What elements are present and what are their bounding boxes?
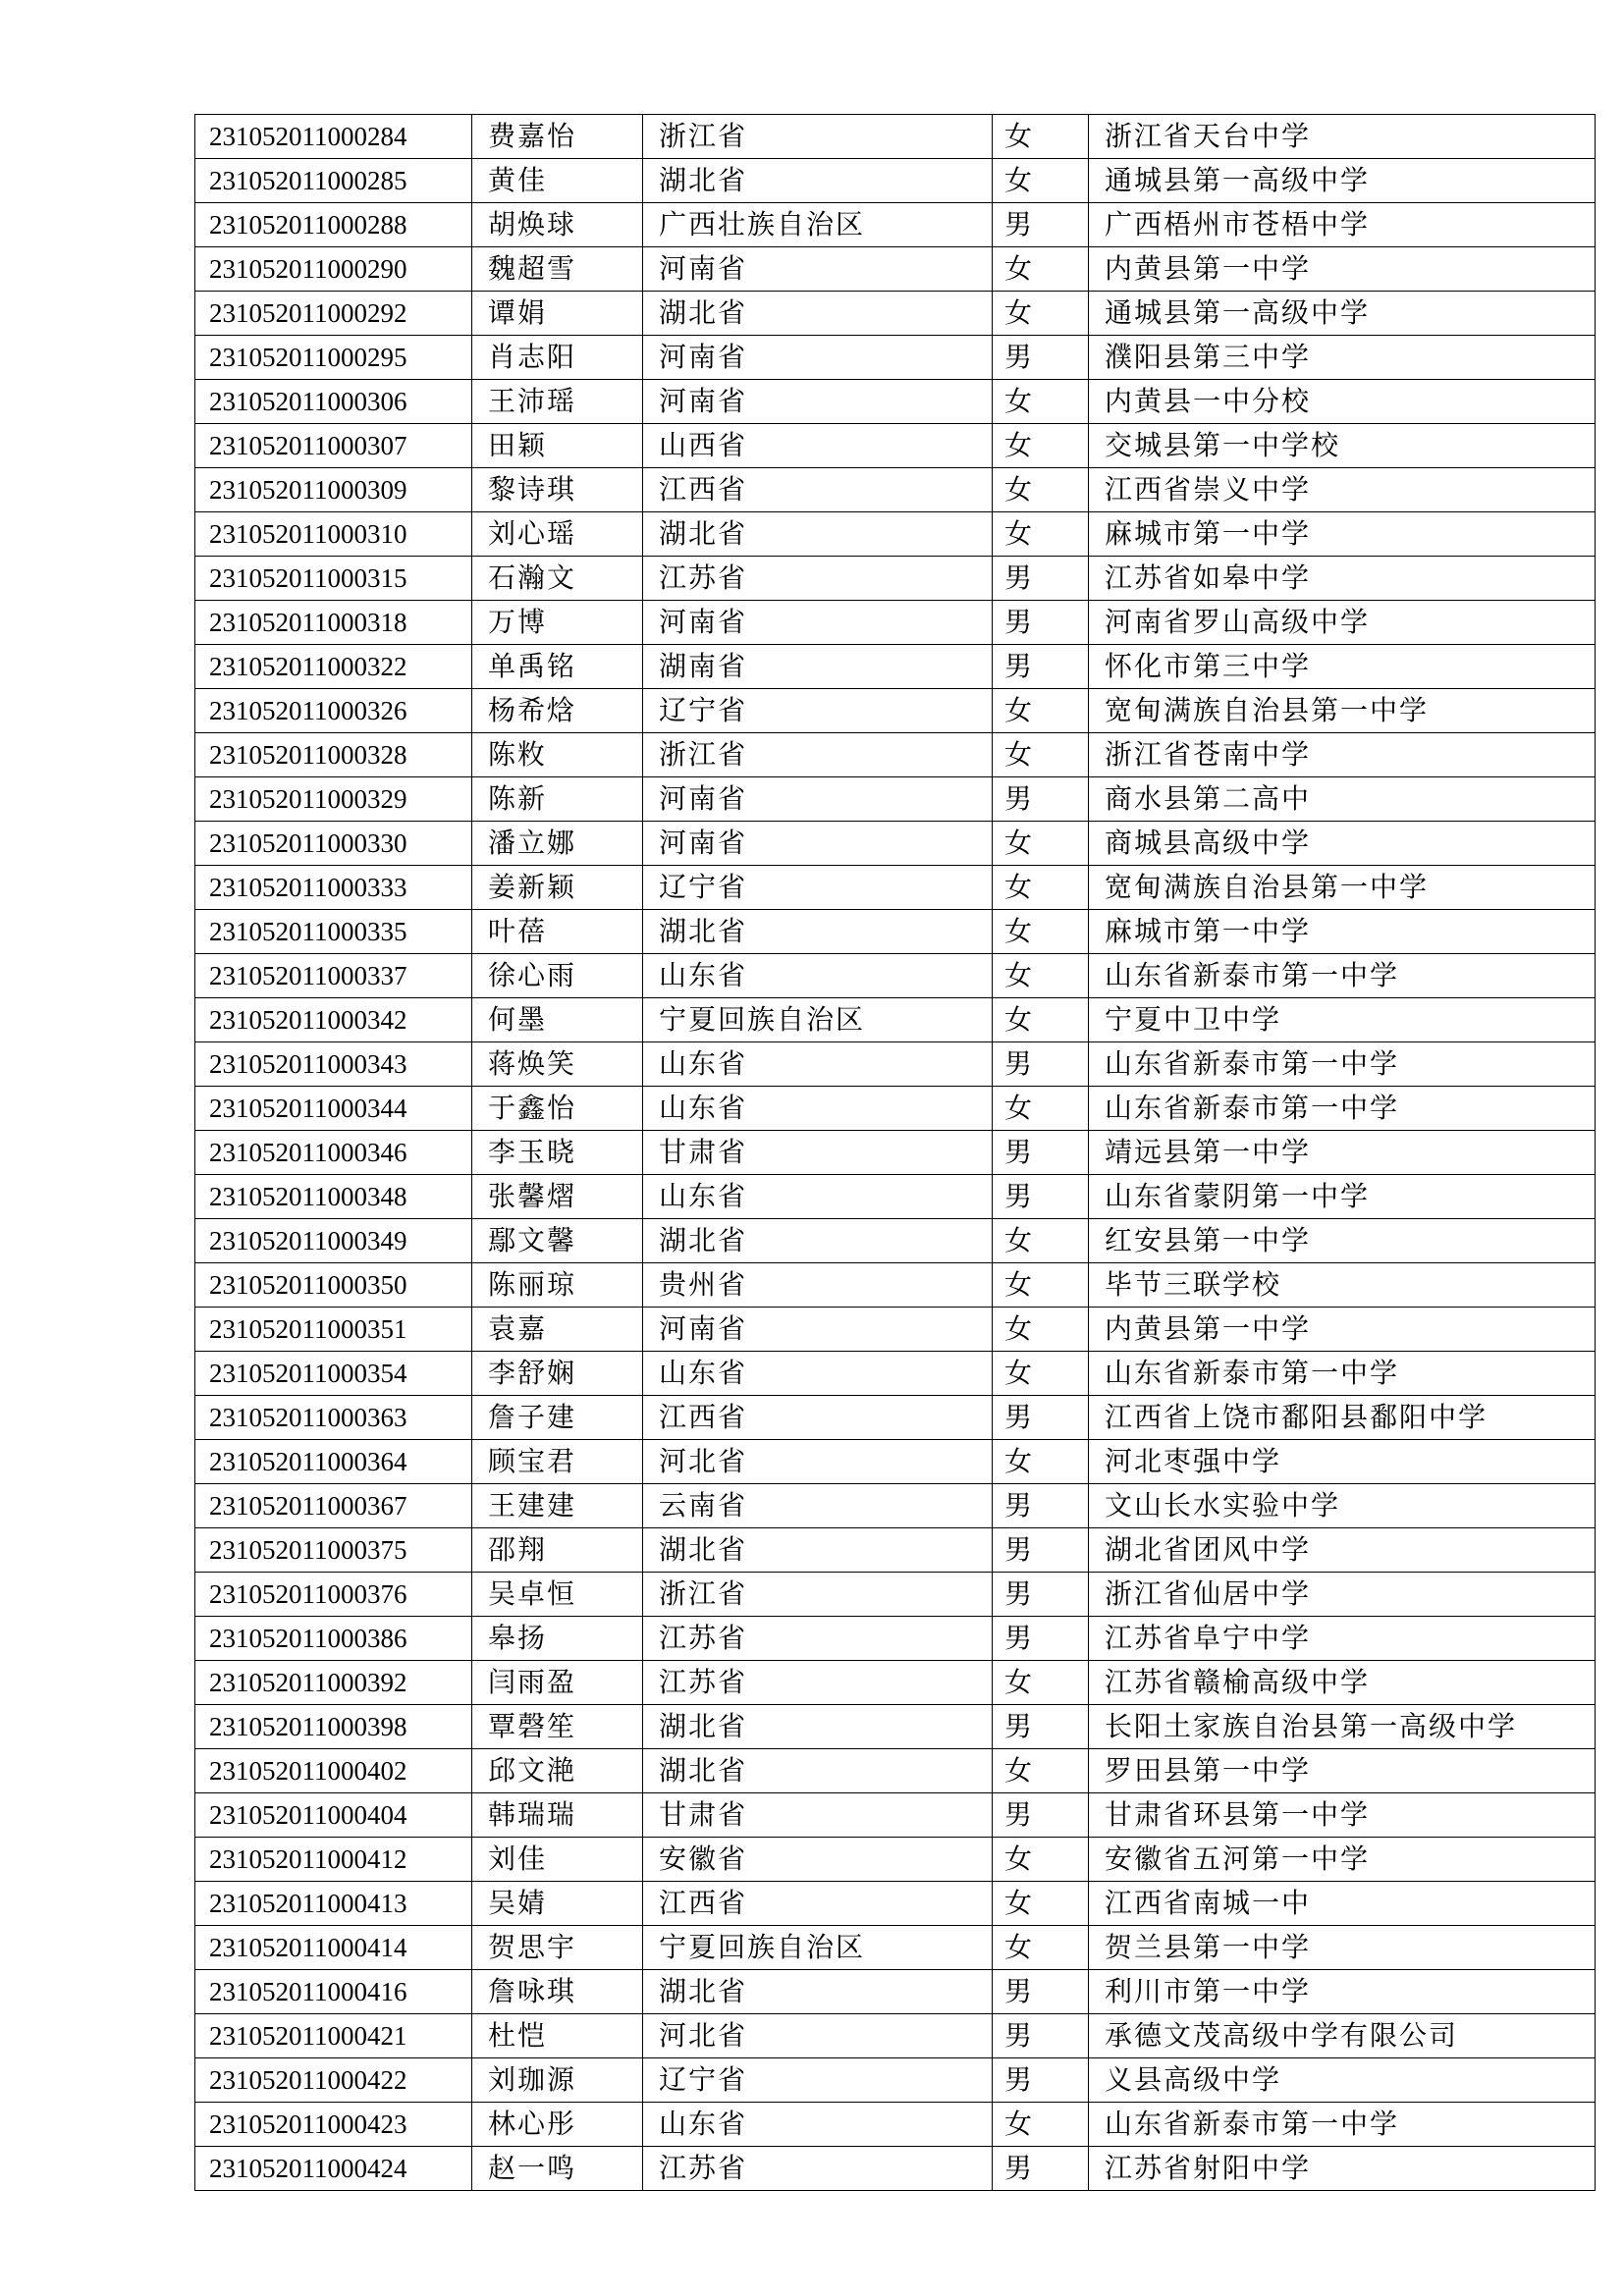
cell-gender: 女	[993, 380, 1089, 424]
table-row	[195, 1705, 1596, 1749]
cell-id: 231052011000310	[195, 512, 472, 557]
cell-school: 河北枣强中学	[1089, 1440, 1596, 1484]
table-row	[195, 1440, 1596, 1484]
cell-gender: 男	[993, 1970, 1089, 2014]
cell-province: 河南省	[643, 601, 993, 645]
cell-school: 山东省新泰市第一中学	[1089, 2103, 1596, 2147]
cell-gender: 女	[993, 247, 1089, 292]
cell-school: 江苏省阜宁中学	[1089, 1617, 1596, 1661]
cell-name: 黄佳	[472, 159, 643, 203]
cell-name: 吴卓恒	[472, 1573, 643, 1617]
cell-gender: 男	[993, 2014, 1089, 2058]
table-row	[195, 777, 1596, 822]
cell-id: 231052011000322	[195, 645, 472, 689]
cell-gender: 男	[993, 1793, 1089, 1838]
cell-province: 辽宁省	[643, 2058, 993, 2103]
cell-name: 黎诗琪	[472, 468, 643, 512]
table-row	[195, 1661, 1596, 1705]
cell-school: 内黄县第一中学	[1089, 247, 1596, 292]
cell-name: 吴婧	[472, 1882, 643, 1926]
cell-province: 湖南省	[643, 645, 993, 689]
cell-id: 231052011000337	[195, 954, 472, 998]
cell-province: 贵州省	[643, 1263, 993, 1308]
cell-id: 231052011000376	[195, 1573, 472, 1617]
cell-school: 长阳土家族自治县第一高级中学	[1089, 1705, 1596, 1749]
table-row	[195, 1882, 1596, 1926]
cell-id: 231052011000285	[195, 159, 472, 203]
cell-province: 江苏省	[643, 557, 993, 601]
table-row	[195, 866, 1596, 910]
cell-school: 甘肃省环县第一中学	[1089, 1793, 1596, 1838]
cell-province: 山东省	[643, 2103, 993, 2147]
table-row	[195, 1087, 1596, 1131]
cell-name: 詹咏琪	[472, 1970, 643, 2014]
cell-school: 麻城市第一中学	[1089, 512, 1596, 557]
table-row	[195, 468, 1596, 512]
table-row	[195, 292, 1596, 336]
cell-province: 江苏省	[643, 2147, 993, 2191]
cell-school: 麻城市第一中学	[1089, 910, 1596, 954]
cell-school: 内黄县一中分校	[1089, 380, 1596, 424]
table-row	[195, 601, 1596, 645]
cell-school: 江西省上饶市鄱阳县鄱阳中学	[1089, 1396, 1596, 1440]
cell-name: 刘心瑶	[472, 512, 643, 557]
cell-school: 宽甸满族自治县第一中学	[1089, 866, 1596, 910]
cell-school: 江西省南城一中	[1089, 1882, 1596, 1926]
cell-gender: 女	[993, 2103, 1089, 2147]
cell-name: 费嘉怡	[472, 115, 643, 159]
cell-province: 甘肃省	[643, 1793, 993, 1838]
cell-province: 辽宁省	[643, 689, 993, 733]
cell-school: 濮阳县第三中学	[1089, 336, 1596, 380]
table-row	[195, 424, 1596, 468]
cell-province: 山东省	[643, 1175, 993, 1219]
cell-province: 山西省	[643, 424, 993, 468]
cell-gender: 男	[993, 1528, 1089, 1573]
cell-province: 浙江省	[643, 733, 993, 777]
cell-school: 湖北省团风中学	[1089, 1528, 1596, 1573]
cell-id: 231052011000398	[195, 1705, 472, 1749]
cell-id: 231052011000290	[195, 247, 472, 292]
table-row	[195, 998, 1596, 1042]
cell-gender: 男	[993, 601, 1089, 645]
cell-gender: 女	[993, 1661, 1089, 1705]
table-row	[195, 2058, 1596, 2103]
cell-gender: 女	[993, 1440, 1089, 1484]
cell-id: 231052011000326	[195, 689, 472, 733]
cell-school: 山东省新泰市第一中学	[1089, 954, 1596, 998]
cell-name: 魏超雪	[472, 247, 643, 292]
cell-school: 利川市第一中学	[1089, 1970, 1596, 2014]
cell-name: 陈敉	[472, 733, 643, 777]
cell-name: 韩瑞瑞	[472, 1793, 643, 1838]
cell-gender: 女	[993, 468, 1089, 512]
cell-province: 宁夏回族自治区	[643, 1926, 993, 1970]
cell-province: 湖北省	[643, 1528, 993, 1573]
cell-id: 231052011000424	[195, 2147, 472, 2191]
cell-school: 商城县高级中学	[1089, 822, 1596, 866]
cell-province: 山东省	[643, 1352, 993, 1396]
cell-province: 湖北省	[643, 1219, 993, 1263]
table-row	[195, 1219, 1596, 1263]
cell-name: 刘珈源	[472, 2058, 643, 2103]
cell-gender: 女	[993, 1926, 1089, 1970]
cell-gender: 女	[993, 115, 1089, 159]
table-row	[195, 689, 1596, 733]
cell-id: 231052011000422	[195, 2058, 472, 2103]
cell-name: 肖志阳	[472, 336, 643, 380]
cell-gender: 男	[993, 1131, 1089, 1175]
cell-name: 袁嘉	[472, 1308, 643, 1352]
cell-gender: 女	[993, 1882, 1089, 1926]
cell-name: 顾宝君	[472, 1440, 643, 1484]
table-row	[195, 645, 1596, 689]
cell-province: 湖北省	[643, 1970, 993, 2014]
cell-gender: 女	[993, 998, 1089, 1042]
cell-province: 河南省	[643, 380, 993, 424]
cell-name: 陈新	[472, 777, 643, 822]
cell-school: 红安县第一中学	[1089, 1219, 1596, 1263]
table-row	[195, 380, 1596, 424]
cell-id: 231052011000363	[195, 1396, 472, 1440]
cell-name: 姜新颖	[472, 866, 643, 910]
cell-name: 闫雨盈	[472, 1661, 643, 1705]
student-roster-table	[194, 114, 1596, 2191]
cell-province: 安徽省	[643, 1838, 993, 1882]
cell-school: 通城县第一高级中学	[1089, 159, 1596, 203]
table-row	[195, 733, 1596, 777]
cell-name: 张馨熠	[472, 1175, 643, 1219]
cell-province: 湖北省	[643, 1749, 993, 1793]
cell-gender: 女	[993, 292, 1089, 336]
cell-province: 云南省	[643, 1484, 993, 1528]
cell-school: 江苏省如皋中学	[1089, 557, 1596, 601]
cell-id: 231052011000423	[195, 2103, 472, 2147]
cell-province: 河南省	[643, 777, 993, 822]
cell-id: 231052011000375	[195, 1528, 472, 1573]
cell-school: 山东省新泰市第一中学	[1089, 1042, 1596, 1087]
table-row	[195, 336, 1596, 380]
table-row	[195, 1528, 1596, 1573]
table-row	[195, 247, 1596, 292]
cell-province: 江西省	[643, 1882, 993, 1926]
cell-school: 浙江省苍南中学	[1089, 733, 1596, 777]
cell-gender: 女	[993, 866, 1089, 910]
table-row	[195, 557, 1596, 601]
cell-school: 商水县第二高中	[1089, 777, 1596, 822]
cell-province: 辽宁省	[643, 866, 993, 910]
cell-name: 贺思宇	[472, 1926, 643, 1970]
cell-id: 231052011000292	[195, 292, 472, 336]
cell-id: 231052011000329	[195, 777, 472, 822]
cell-province: 江苏省	[643, 1661, 993, 1705]
cell-gender: 女	[993, 689, 1089, 733]
cell-id: 231052011000333	[195, 866, 472, 910]
cell-school: 怀化市第三中学	[1089, 645, 1596, 689]
cell-school: 毕节三联学校	[1089, 1263, 1596, 1308]
table-row	[195, 1838, 1596, 1882]
cell-id: 231052011000416	[195, 1970, 472, 2014]
cell-school: 通城县第一高级中学	[1089, 292, 1596, 336]
cell-id: 231052011000343	[195, 1042, 472, 1087]
cell-id: 231052011000421	[195, 2014, 472, 2058]
table-row	[195, 2147, 1596, 2191]
cell-province: 浙江省	[643, 115, 993, 159]
cell-gender: 女	[993, 424, 1089, 468]
cell-gender: 女	[993, 954, 1089, 998]
cell-gender: 男	[993, 2147, 1089, 2191]
cell-province: 浙江省	[643, 1573, 993, 1617]
cell-school: 交城县第一中学校	[1089, 424, 1596, 468]
cell-school: 山东省新泰市第一中学	[1089, 1087, 1596, 1131]
table-row	[195, 1263, 1596, 1308]
cell-gender: 男	[993, 1573, 1089, 1617]
cell-school: 宁夏中卫中学	[1089, 998, 1596, 1042]
cell-gender: 女	[993, 1263, 1089, 1308]
cell-id: 231052011000402	[195, 1749, 472, 1793]
table-row	[195, 1970, 1596, 2014]
cell-school: 内黄县第一中学	[1089, 1308, 1596, 1352]
cell-province: 江苏省	[643, 1617, 993, 1661]
cell-id: 231052011000344	[195, 1087, 472, 1131]
cell-id: 231052011000413	[195, 1882, 472, 1926]
table-row	[195, 203, 1596, 247]
table-row	[195, 1793, 1596, 1838]
cell-gender: 男	[993, 1396, 1089, 1440]
cell-province: 江西省	[643, 468, 993, 512]
cell-id: 231052011000350	[195, 1263, 472, 1308]
table-row	[195, 1396, 1596, 1440]
cell-school: 宽甸满族自治县第一中学	[1089, 689, 1596, 733]
cell-province: 河南省	[643, 336, 993, 380]
cell-id: 231052011000328	[195, 733, 472, 777]
cell-name: 于鑫怡	[472, 1087, 643, 1131]
cell-gender: 男	[993, 777, 1089, 822]
cell-id: 231052011000346	[195, 1131, 472, 1175]
cell-gender: 男	[993, 203, 1089, 247]
cell-province: 江西省	[643, 1396, 993, 1440]
cell-province: 河南省	[643, 822, 993, 866]
cell-province: 河北省	[643, 1440, 993, 1484]
cell-gender: 女	[993, 1352, 1089, 1396]
cell-name: 何墨	[472, 998, 643, 1042]
cell-id: 231052011000284	[195, 115, 472, 159]
cell-name: 王建建	[472, 1484, 643, 1528]
cell-school: 承德文茂高级中学有限公司	[1089, 2014, 1596, 2058]
cell-gender: 女	[993, 822, 1089, 866]
cell-id: 231052011000309	[195, 468, 472, 512]
cell-id: 231052011000392	[195, 1661, 472, 1705]
cell-province: 湖北省	[643, 292, 993, 336]
cell-id: 231052011000404	[195, 1793, 472, 1838]
cell-gender: 男	[993, 645, 1089, 689]
cell-gender: 女	[993, 1838, 1089, 1882]
cell-name: 刘佳	[472, 1838, 643, 1882]
cell-gender: 男	[993, 1175, 1089, 1219]
table-row	[195, 159, 1596, 203]
cell-school: 浙江省仙居中学	[1089, 1573, 1596, 1617]
cell-name: 石瀚文	[472, 557, 643, 601]
cell-name: 蒋焕笑	[472, 1042, 643, 1087]
cell-gender: 女	[993, 1087, 1089, 1131]
cell-id: 231052011000351	[195, 1308, 472, 1352]
cell-name: 谭娟	[472, 292, 643, 336]
cell-gender: 男	[993, 336, 1089, 380]
cell-school: 江苏省赣榆高级中学	[1089, 1661, 1596, 1705]
cell-province: 甘肃省	[643, 1131, 993, 1175]
cell-name: 王沛瑶	[472, 380, 643, 424]
cell-name: 詹子建	[472, 1396, 643, 1440]
cell-id: 231052011000330	[195, 822, 472, 866]
cell-school: 文山长水实验中学	[1089, 1484, 1596, 1528]
table-row	[195, 1175, 1596, 1219]
cell-gender: 女	[993, 1219, 1089, 1263]
cell-id: 231052011000364	[195, 1440, 472, 1484]
cell-province: 湖北省	[643, 910, 993, 954]
cell-school: 山东省新泰市第一中学	[1089, 1352, 1596, 1396]
cell-name: 潘立娜	[472, 822, 643, 866]
cell-gender: 女	[993, 733, 1089, 777]
cell-name: 覃磬笙	[472, 1705, 643, 1749]
cell-school: 义县高级中学	[1089, 2058, 1596, 2103]
cell-province: 湖北省	[643, 159, 993, 203]
cell-name: 李玉晓	[472, 1131, 643, 1175]
cell-school: 浙江省天台中学	[1089, 115, 1596, 159]
table-row	[195, 1131, 1596, 1175]
cell-name: 李舒娴	[472, 1352, 643, 1396]
table-row	[195, 1926, 1596, 1970]
cell-province: 河南省	[643, 247, 993, 292]
cell-gender: 男	[993, 557, 1089, 601]
cell-name: 赵一鸣	[472, 2147, 643, 2191]
cell-school: 江西省崇义中学	[1089, 468, 1596, 512]
cell-id: 231052011000306	[195, 380, 472, 424]
cell-province: 山东省	[643, 1042, 993, 1087]
cell-id: 231052011000412	[195, 1838, 472, 1882]
table-row	[195, 1308, 1596, 1352]
cell-school: 罗田县第一中学	[1089, 1749, 1596, 1793]
cell-id: 231052011000318	[195, 601, 472, 645]
cell-name: 万博	[472, 601, 643, 645]
roster-body	[195, 115, 1596, 2191]
cell-name: 杨希焓	[472, 689, 643, 733]
table-row	[195, 822, 1596, 866]
cell-name: 邵翔	[472, 1528, 643, 1573]
cell-gender: 男	[993, 1042, 1089, 1087]
table-row	[195, 2103, 1596, 2147]
table-row	[195, 954, 1596, 998]
cell-school: 贺兰县第一中学	[1089, 1926, 1596, 1970]
cell-name: 叶蓓	[472, 910, 643, 954]
cell-gender: 男	[993, 1484, 1089, 1528]
cell-gender: 男	[993, 1617, 1089, 1661]
table-row	[195, 115, 1596, 159]
cell-gender: 女	[993, 1308, 1089, 1352]
table-row	[195, 1749, 1596, 1793]
cell-province: 湖北省	[643, 1705, 993, 1749]
cell-gender: 女	[993, 159, 1089, 203]
table-row	[195, 1484, 1596, 1528]
cell-gender: 女	[993, 910, 1089, 954]
cell-name: 邱文滟	[472, 1749, 643, 1793]
cell-id: 231052011000342	[195, 998, 472, 1042]
cell-name: 皋扬	[472, 1617, 643, 1661]
table-row	[195, 1042, 1596, 1087]
cell-gender: 男	[993, 2058, 1089, 2103]
cell-province: 广西壮族自治区	[643, 203, 993, 247]
cell-school: 广西梧州市苍梧中学	[1089, 203, 1596, 247]
cell-school: 靖远县第一中学	[1089, 1131, 1596, 1175]
cell-id: 231052011000367	[195, 1484, 472, 1528]
cell-id: 231052011000295	[195, 336, 472, 380]
cell-name: 林心彤	[472, 2103, 643, 2147]
cell-name: 田颖	[472, 424, 643, 468]
cell-id: 231052011000307	[195, 424, 472, 468]
cell-id: 231052011000349	[195, 1219, 472, 1263]
cell-school: 安徽省五河第一中学	[1089, 1838, 1596, 1882]
cell-id: 231052011000315	[195, 557, 472, 601]
cell-school: 山东省蒙阴第一中学	[1089, 1175, 1596, 1219]
cell-id: 231052011000414	[195, 1926, 472, 1970]
cell-name: 杜恺	[472, 2014, 643, 2058]
cell-id: 231052011000348	[195, 1175, 472, 1219]
cell-province: 山东省	[643, 1087, 993, 1131]
cell-gender: 男	[993, 1705, 1089, 1749]
cell-province: 宁夏回族自治区	[643, 998, 993, 1042]
table-row	[195, 1617, 1596, 1661]
table-row	[195, 1352, 1596, 1396]
cell-id: 231052011000386	[195, 1617, 472, 1661]
cell-gender: 女	[993, 1749, 1089, 1793]
cell-province: 湖北省	[643, 512, 993, 557]
cell-name: 鄢文馨	[472, 1219, 643, 1263]
table-row	[195, 910, 1596, 954]
cell-school: 江苏省射阳中学	[1089, 2147, 1596, 2191]
cell-id: 231052011000288	[195, 203, 472, 247]
table-row	[195, 1573, 1596, 1617]
cell-gender: 女	[993, 512, 1089, 557]
cell-id: 231052011000354	[195, 1352, 472, 1396]
table-row	[195, 2014, 1596, 2058]
table-row	[195, 512, 1596, 557]
cell-province: 河南省	[643, 1308, 993, 1352]
cell-province: 河北省	[643, 2014, 993, 2058]
cell-name: 胡焕球	[472, 203, 643, 247]
cell-province: 山东省	[643, 954, 993, 998]
cell-id: 231052011000335	[195, 910, 472, 954]
cell-name: 徐心雨	[472, 954, 643, 998]
cell-name: 陈丽琼	[472, 1263, 643, 1308]
cell-name: 单禹铭	[472, 645, 643, 689]
cell-school: 河南省罗山高级中学	[1089, 601, 1596, 645]
